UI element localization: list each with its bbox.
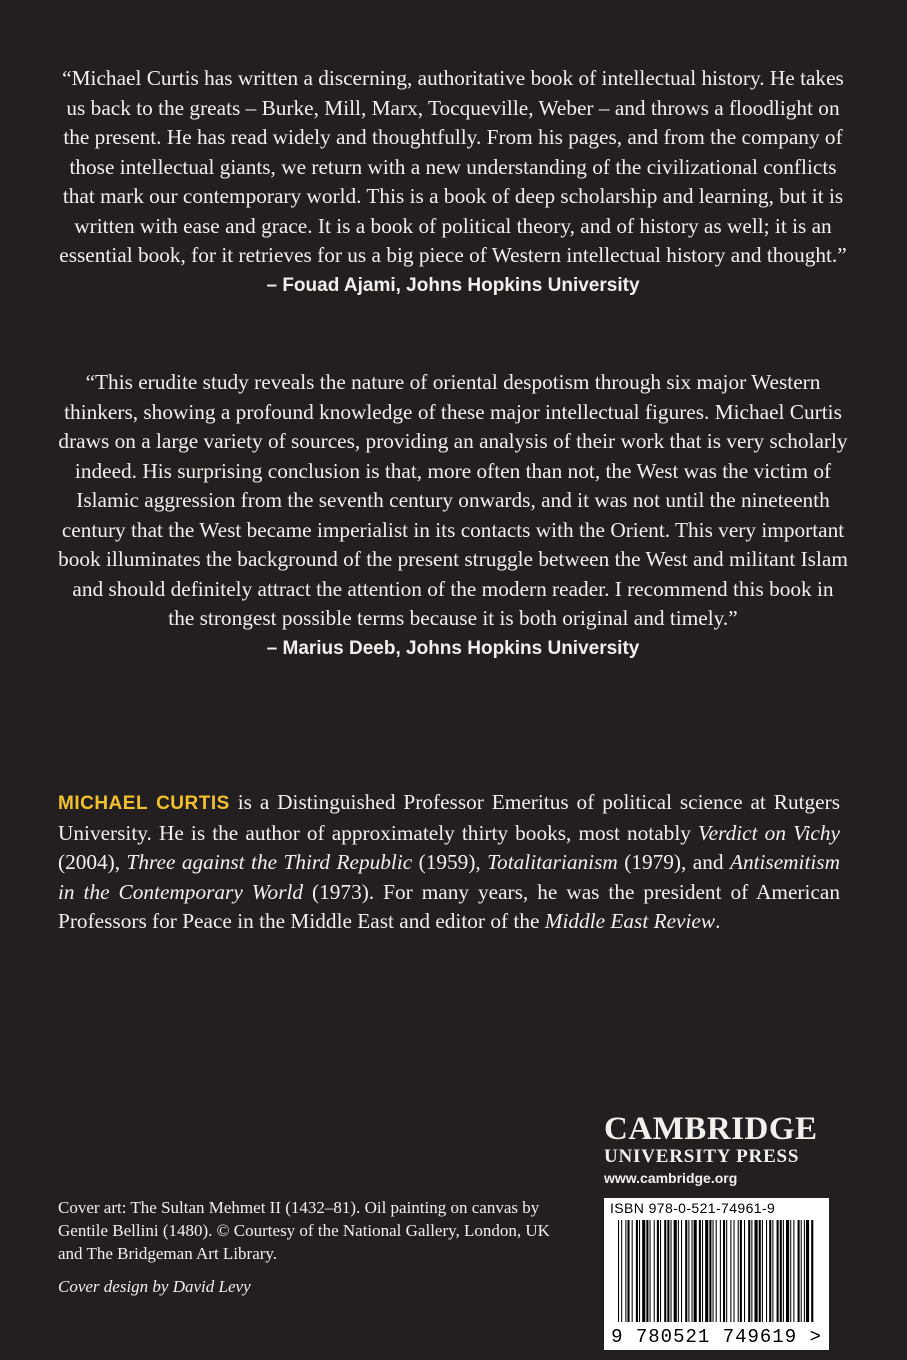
bio-text: (2004), [58, 850, 127, 874]
barcode-bar [755, 1220, 758, 1322]
cover-art-credit: Cover art: The Sultan Mehmet II (1432–81). Oil painting on canvas by Gentile Bellini (1480). © Courtesy of the National Gallery, London, UK and The Bridgeman Art Library. [58, 1198, 550, 1263]
publisher-name: CAMBRIDGE [604, 1111, 818, 1147]
barcode-bar [769, 1220, 771, 1322]
barcode-bar [762, 1220, 763, 1322]
barcode-bar [671, 1220, 672, 1322]
barcode-bar [705, 1220, 708, 1322]
barcode-bar [783, 1220, 784, 1322]
barcode-bar [702, 1220, 703, 1322]
barcode-bar [766, 1220, 767, 1322]
barcode-bars [616, 1220, 816, 1322]
barcode-bar [660, 1220, 661, 1322]
barcode-bar [798, 1220, 800, 1322]
barcode-bar [772, 1220, 773, 1322]
barcode-bar [734, 1220, 735, 1322]
barcode-bar [627, 1220, 629, 1322]
barcode-bar [713, 1220, 714, 1322]
barcode-bar [806, 1220, 809, 1322]
cover-credits [58, 1196, 578, 1298]
barcode-bar [723, 1220, 725, 1322]
publisher-logo [604, 1112, 829, 1186]
barcode-bar [709, 1220, 711, 1322]
barcode-bar [811, 1220, 813, 1322]
barcode-digits: 9 780521 749619 > [611, 1326, 822, 1348]
book-title: Totalitarianism [487, 850, 618, 874]
barcode-bar [692, 1220, 693, 1322]
barcode-bar [667, 1220, 669, 1322]
isbn-label: ISBN 978-0-521-74961-9 [610, 1200, 776, 1216]
book-title: Three against the Third Republic [126, 850, 413, 874]
bio-text: (1959), [412, 850, 488, 874]
publisher-url: www.cambridge.org [604, 1170, 738, 1186]
quote-deeb [58, 368, 848, 663]
author-name: MICHAEL CURTIS [58, 793, 230, 814]
publisher-subname: UNIVERSITY PRESS [604, 1146, 800, 1167]
barcode-bar [632, 1220, 633, 1322]
barcode-bar [780, 1220, 782, 1322]
barcode-bar [730, 1220, 731, 1322]
barcode-bar [694, 1220, 697, 1322]
barcode-bar [716, 1220, 717, 1322]
barcode-bar [646, 1220, 648, 1322]
barcode-bar [685, 1220, 687, 1322]
bio-text: is a Distinguished Professor Emeritus of political science at Rutgers University. He is the author of approximately thirty books, most notably [58, 790, 840, 845]
barcode-bar [759, 1220, 761, 1322]
quote-text: “Michael Curtis has written a discerning, authoritative book of intellectual history. He takes us back to the greats – Burke, Mill, Marx, Tocqueville, Weber – and throws a floodlight on the present. He has read widely and thoughtfully. From his pages, and from the company of those intellectual giants, we return with a new understanding of the civilizational conflicts that mark our contemporary world. This is a book of deep scholarship and learning, but it is written with ease and grace. It is a book of political theory, and of history as well; it is an essential book, for it retrieves for us a big piece of Western intellectual history and thought.” [59, 66, 847, 267]
barcode-bar [664, 1220, 666, 1322]
barcode-bar [793, 1220, 794, 1322]
bio-text: (1973). For many years, he was the president of American Professors for Peace in the Middle East and editor of the [58, 879, 840, 933]
author-bio [58, 788, 840, 937]
barcode-bar [674, 1220, 677, 1322]
barcode-bar [650, 1220, 651, 1322]
journal-title: Middle East Review [544, 909, 716, 933]
isbn-barcode [604, 1198, 829, 1350]
barcode-bar [681, 1220, 682, 1322]
barcode-bar [642, 1220, 645, 1322]
barcode-bar [699, 1220, 701, 1322]
quote-ajami [58, 64, 848, 300]
barcode-bar [625, 1220, 626, 1322]
barcode-bar [726, 1220, 727, 1322]
barcode-bar [678, 1220, 679, 1322]
barcode-bar [657, 1220, 659, 1322]
barcode-bar [618, 1220, 619, 1322]
book-title: Antisemitism in the Contemporary World [58, 850, 840, 904]
barcode-bar [738, 1220, 739, 1322]
quote-attribution: – Marius Deeb, Johns Hopkins University [266, 637, 640, 659]
barcode-bar [654, 1220, 655, 1322]
barcode-bar [777, 1220, 779, 1322]
barcode-bar [804, 1220, 805, 1322]
bio-text: (1979), and [617, 850, 730, 874]
barcode-bar [688, 1220, 689, 1322]
barcode-bar [751, 1220, 752, 1322]
barcode-bar [720, 1220, 721, 1322]
quote-text: “This erudite study reveals the nature of oriental despotism through six major Western thinkers, showing a profound knowledge of these major intellectual figures. Michael Curtis draws on a large variety of sources, providing an analysis of their work that is very scholarly indeed. His surprising conclusion is that, more often than not, the West was the victim of Islamic aggression from the seventh century onwards, and it was not until the nineteenth century that the West became imperialist in its contacts with the Orient. This very important book illuminates the background of the present struggle between the West and militant Islam and should definitely attract the attention of the modern reader. I recommend this book in the strongest possible terms because it is both original and timely.” [58, 370, 848, 630]
barcode-bar [790, 1220, 791, 1322]
bio-text: . [715, 909, 721, 933]
cover-design-credit: Cover design by David Levy [58, 1277, 251, 1296]
book-title: Verdict on Vichy [698, 820, 840, 845]
barcode-bar [786, 1220, 789, 1322]
barcode-bar [621, 1220, 622, 1322]
barcode-bar [801, 1220, 802, 1322]
barcode-bar [639, 1220, 640, 1322]
barcode-bar [748, 1220, 750, 1322]
quote-attribution: – Fouad Ajami, Johns Hopkins University [266, 274, 640, 296]
barcode-bar [740, 1220, 742, 1322]
barcode-bar [744, 1220, 745, 1322]
barcode-bar [636, 1220, 638, 1322]
